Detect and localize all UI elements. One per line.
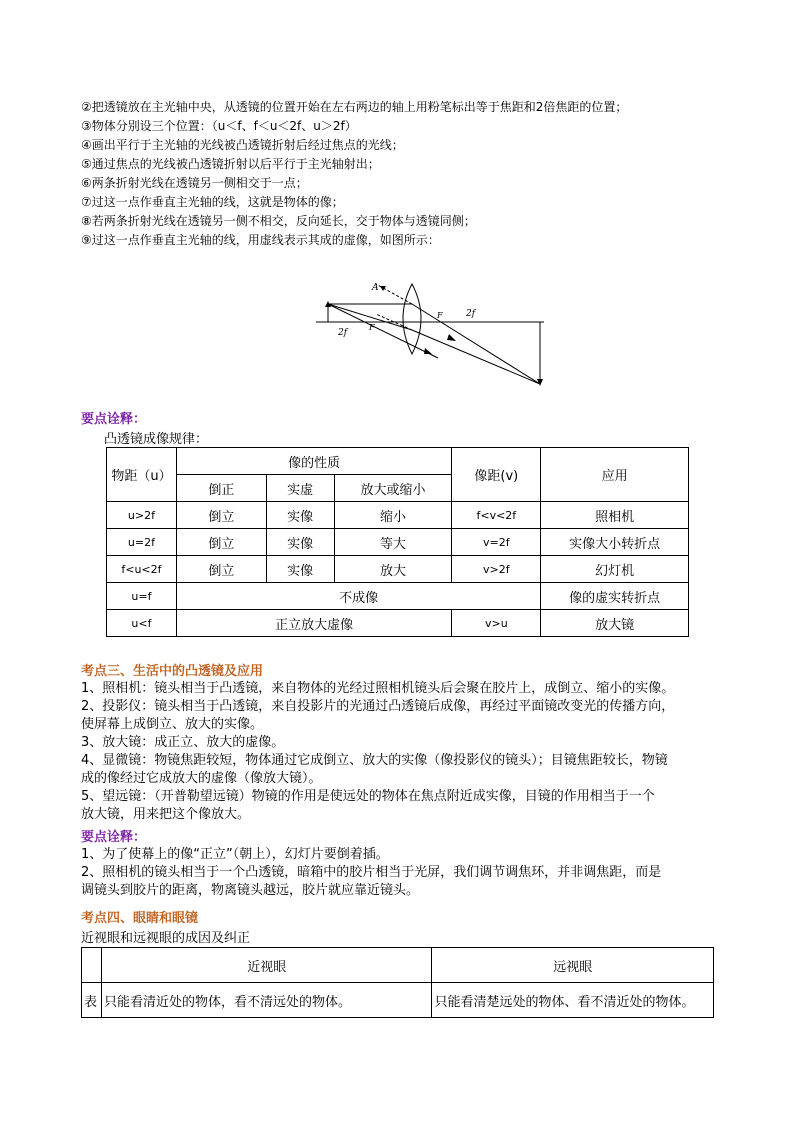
table-row (82, 983, 714, 1018)
label-2f-right: 2f (466, 309, 476, 319)
paragraph-line: 5、望远镜：（开普勒望远镜）物镜的作用是使远处的物体在焦点附近成实像，目镜的作用相当于一个 (81, 789, 655, 804)
table-row (82, 948, 714, 983)
paragraph-line: 2、投影仪：镜头相当于凸透镜，来自投影片的光通过凸透镜后成像，再经过平面镜改变光的传播方向， (81, 699, 675, 714)
label-2f-left: 2f (338, 328, 348, 338)
refracted-ray-focus (412, 304, 540, 384)
paragraph-line: 成的像经过它成放大的虚像（像放大镜）。 (81, 771, 322, 786)
header-image-nature: 像的性质 (176, 448, 451, 475)
header-myopia: 近视眼 (101, 948, 431, 983)
ray-arrowhead (447, 334, 456, 341)
steps-list (81, 98, 721, 250)
paragraph-line: 放大镜，用来把这个像放大。 (81, 807, 251, 822)
key-points-heading: 要点诠释： (81, 412, 147, 427)
paragraph-line: 调镜头到胶片的距离，物离镜头越远，胶片就应靠近镜头。 (81, 883, 420, 898)
paragraph-line: 4、显微镜：物镜焦距较短，物体通过它成倒立、放大的实像（像投影仪的镜头）；目镜焦距较长，物镜 (81, 753, 668, 768)
section-heading-applications: 考点三、生活中的凸透镜及应用 (81, 664, 264, 679)
cell-orientation: 倒立 (176, 556, 266, 583)
table-row (107, 502, 689, 529)
cell-myopia-text: 只能看清近处的物体，看不清远处的物体。 (101, 983, 431, 1018)
header-orientation: 倒正 (176, 475, 266, 502)
cell-size: 放大 (334, 556, 452, 583)
cell-real-virtual: 实像 (266, 556, 334, 583)
step-item: ③物体分别设三个位置：（u＜f、f＜u＜2f、u＞2f） (81, 119, 357, 133)
paragraph-line: 1、为了使幕上的像“正立”（朝上），幻灯片要倒着插。 (81, 847, 389, 862)
step-item: ⑦过这一点作垂直主光轴的线，这就是物体的像； (81, 195, 344, 209)
refracted-ray-parallel (412, 330, 540, 384)
cell-application: 幻灯机 (541, 556, 689, 583)
paragraph-line: 3、放大镜：成正立、放大的虚像。 (81, 735, 285, 750)
label-f-left: F (369, 323, 375, 332)
cell-application: 照相机 (541, 502, 689, 529)
header-image-distance: 像距(v) (452, 448, 541, 502)
header-size: 放大或缩小 (334, 475, 452, 502)
cell-size: 缩小 (334, 502, 452, 529)
step-item: ⑨过这一点作垂直主光轴的线，用虚线表示其成的虚像，如图所示： (81, 233, 440, 247)
label-f-right: F (437, 311, 443, 320)
step-item: ⑥两条折射光线在透镜另一侧相交于一点； (81, 176, 308, 190)
step-item: ⑤通过焦点的光线被凸透镜折射以后平行于主光轴射出； (81, 157, 380, 171)
cell-size: 等大 (334, 529, 452, 556)
section-heading-eyes: 考点四、眼睛和眼镜 (81, 911, 199, 926)
paragraph-line: 使屏幕上成倒立、放大的实像。 (81, 717, 264, 732)
empty-cell (82, 948, 102, 983)
label-a: A (372, 283, 379, 293)
paragraph-line: 2、照相机的镜头相当于一个凸透镜，暗箱中的胶片相当于光屏，我们调节调焦环，并非调焦距，而是 (81, 865, 662, 880)
applications-paragraph (81, 680, 721, 824)
lens-ray-diagram (314, 278, 546, 396)
cell-no-image: 不成像 (176, 583, 540, 610)
table-row (107, 556, 689, 583)
eye-comparison-table (81, 947, 714, 1018)
row-label: 表 (82, 983, 102, 1018)
lens-rules-caption: 凸透镜成像规律： (104, 432, 209, 447)
cell-u: u>2f (107, 502, 177, 529)
cell-u: f<u<2f (107, 556, 177, 583)
table-row (107, 529, 689, 556)
header-hyperopia: 远视眼 (432, 948, 714, 983)
cell-virtual-image: 正立放大虚像 (176, 610, 451, 637)
header-application: 应用 (541, 448, 689, 502)
cell-v: v=2f (452, 529, 541, 556)
cell-u: u=f (107, 583, 177, 610)
header-object-distance: 物距（u） (107, 448, 177, 502)
eyes-caption: 近视眼和远视眼的成因及纠正 (81, 931, 251, 946)
cell-v: v>2f (452, 556, 541, 583)
cell-orientation: 倒立 (176, 529, 266, 556)
cell-v: v>u (452, 610, 541, 637)
key-points-heading-2: 要点诠释： (81, 830, 147, 845)
cell-real-virtual: 实像 (266, 502, 334, 529)
step-item: ④画出平行于主光轴的光线被凸透镜折射后经过焦点的光线； (81, 138, 404, 152)
paragraph-line: 1、照相机：镜头相当于凸透镜，来自物体的光经过照相机镜头后会聚在胶片上，成倒立、缩小的实像。 (81, 681, 675, 696)
lens-imaging-table (106, 447, 689, 637)
convex-lens (403, 284, 421, 354)
table-row (107, 610, 689, 637)
header-real-virtual: 实虚 (266, 475, 334, 502)
step-item: ⑧若两条折射光线在透镜另一侧不相交，反向延长，交于物体与透镜同侧； (81, 214, 476, 228)
cell-application: 实像大小转折点 (541, 529, 689, 556)
step-item: ②把透镜放在主光轴中央，从透镜的位置开始在左右两边的轴上用粉笔标出等于焦距和2倍焦距的位置； (81, 100, 628, 114)
cell-real-virtual: 实像 (266, 529, 334, 556)
ray-arrowhead (424, 348, 432, 354)
cell-application: 像的虚实转折点 (541, 583, 689, 610)
cell-orientation: 倒立 (176, 502, 266, 529)
cell-u: u<f (107, 610, 177, 637)
cell-v: f<v<2f (452, 502, 541, 529)
cell-application: 放大镜 (541, 610, 689, 637)
cell-u: u=2f (107, 529, 177, 556)
notes-paragraph (81, 846, 721, 900)
cell-hyperopia-text: 只能看清楚远处的物体、看不清近处的物体。 (432, 983, 714, 1018)
table-row (107, 583, 689, 610)
